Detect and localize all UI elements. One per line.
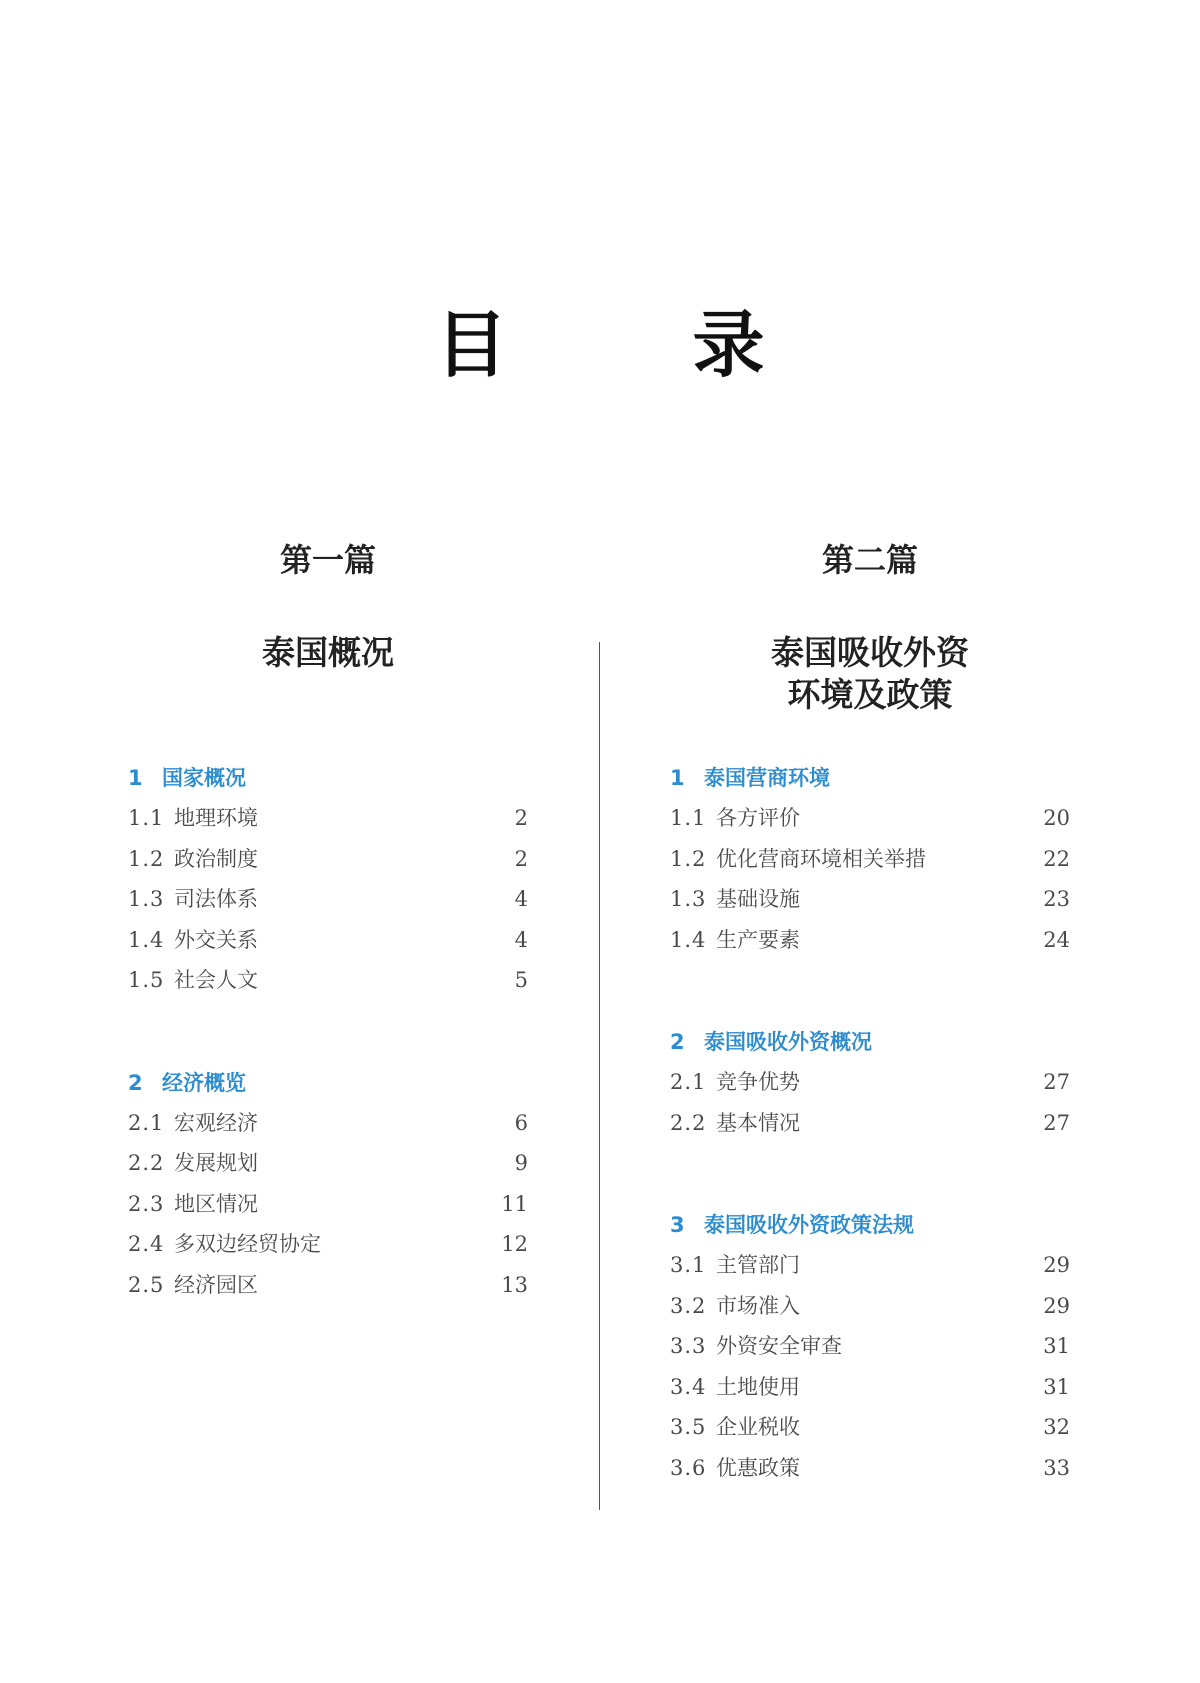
entry-page-number: 13 [501,1272,528,1297]
entry-title: 司法体系 [174,887,258,911]
toc-entry[interactable] [670,1245,1070,1286]
entry-title: 经济园区 [174,1272,258,1297]
toc-entry[interactable] [670,879,1070,920]
section-heading[interactable] [128,758,528,798]
entry-title: 基础设施 [716,887,800,911]
entry-number: 1.4 [128,927,165,952]
entry-label [128,920,258,961]
entry-title: 地理环境 [174,806,258,830]
toc-entry[interactable] [128,960,528,1001]
entry-label [128,798,258,839]
section-title: 泰国营商环境 [704,766,830,790]
entry-page-number: 33 [1043,1455,1070,1480]
entry-label [670,1245,800,1286]
entry-number: 1.3 [128,887,165,911]
entry-number: 2.1 [128,1110,165,1135]
entry-page-number: 31 [1043,1374,1070,1399]
entry-page-number: 20 [1043,806,1070,830]
entry-label [128,879,258,920]
toc-entry[interactable] [670,839,1070,880]
part-two-column [670,540,1070,1550]
entry-title: 基本情况 [716,1110,800,1135]
part-label: 第一篇 [279,541,376,579]
entry-number: 2.5 [128,1272,165,1297]
entry-label [128,839,258,880]
entry-page-number: 23 [1043,887,1070,911]
entry-page-number: 29 [1043,1253,1070,1277]
entry-title: 政治制度 [174,846,258,871]
section-heading[interactable] [670,758,1070,798]
entry-number: 2.1 [670,1070,707,1094]
entry-number: 1.2 [128,846,165,871]
entry-title: 多双边经贸协定 [174,1232,321,1256]
toc-entry[interactable] [670,1103,1070,1144]
entry-page-number: 11 [501,1191,528,1216]
entry-title: 外资安全审查 [716,1334,842,1358]
entry-page-number: 32 [1043,1415,1070,1439]
entry-number: 1.1 [670,806,707,830]
entry-page-number: 6 [514,1110,528,1135]
entry-page-number: 4 [514,887,528,911]
section-title: 国家概况 [162,766,246,790]
entry-label [670,879,800,920]
entry-label [128,1224,321,1265]
entry-number: 3.3 [670,1334,707,1358]
entry-label [128,1103,258,1144]
toc-entry[interactable] [670,1286,1070,1327]
section-title: 泰国吸收外资概况 [704,1030,872,1054]
toc-entry[interactable] [128,1224,528,1265]
section-number: 3 [670,1213,685,1237]
toc-entry[interactable] [128,1103,528,1144]
entry-number: 3.4 [670,1374,707,1399]
entry-label [670,1448,800,1489]
entry-title: 主管部门 [716,1253,800,1277]
toc-entry[interactable] [128,879,528,920]
entry-title: 各方评价 [716,806,800,830]
section-heading[interactable] [670,1022,1070,1062]
entry-page-number: 12 [501,1232,528,1256]
entry-label [128,1184,258,1225]
part-one-column [128,540,528,1367]
section-list [670,758,1070,1488]
entry-page-number: 29 [1043,1293,1070,1318]
entry-label [128,1265,258,1306]
toc-entry[interactable] [670,1448,1070,1489]
entry-number: 1.3 [670,887,707,911]
entry-label [670,1367,800,1408]
section-number: 1 [128,766,143,790]
toc-entry[interactable] [670,1407,1070,1448]
entry-page-number: 5 [514,968,528,992]
entry-number: 2.2 [128,1151,165,1175]
entry-title: 优化营商环境相关举措 [716,846,926,871]
toc-entry[interactable] [128,798,528,839]
entry-title: 企业税收 [716,1415,800,1439]
toc-entry[interactable] [670,1326,1070,1367]
toc-entry[interactable] [670,798,1070,839]
section-number: 2 [128,1070,143,1095]
section-heading[interactable] [128,1063,528,1103]
entry-label [670,839,926,880]
page-title: 目 录 [435,302,845,387]
toc-entry[interactable] [128,920,528,961]
entry-label [128,960,258,1001]
entry-label [670,1286,800,1327]
part-title-line: 环境及政策 [787,675,953,714]
entry-page-number: 24 [1043,927,1070,952]
entry-label [670,798,800,839]
entry-page-number: 4 [514,927,528,952]
entry-title: 市场准入 [716,1293,800,1318]
toc-entry[interactable] [670,920,1070,961]
toc-section [670,758,1070,960]
entry-number: 2.4 [128,1232,165,1256]
entry-page-number: 27 [1043,1110,1070,1135]
entry-number: 1.2 [670,846,707,871]
entry-label [670,920,800,961]
toc-section [128,758,528,1001]
toc-entry[interactable] [670,1062,1070,1103]
part-title: 泰国概况 [262,633,394,672]
entry-label [670,1062,800,1103]
entry-label [670,1103,800,1144]
column-divider [599,642,600,1510]
entry-title: 优惠政策 [716,1455,800,1480]
entry-page-number: 9 [514,1151,528,1175]
section-list [128,758,528,1305]
entry-title: 地区情况 [174,1191,258,1216]
section-title: 经济概览 [162,1070,246,1095]
entry-title: 竞争优势 [716,1070,800,1094]
section-number: 2 [670,1030,685,1054]
entry-number: 2.3 [128,1191,165,1216]
section-title: 泰国吸收外资政策法规 [704,1213,914,1237]
entry-number: 1.5 [128,968,165,992]
toc-entry[interactable] [128,1143,528,1184]
entry-title: 宏观经济 [174,1110,258,1135]
entry-title: 发展规划 [174,1151,258,1175]
toc-entry[interactable] [128,1184,528,1225]
entry-number: 3.6 [670,1455,707,1480]
part-title-line: 泰国吸收外资 [771,633,969,672]
entry-page-number: 31 [1043,1334,1070,1358]
entry-title: 生产要素 [716,927,800,952]
toc-section [670,1205,1070,1488]
entry-page-number: 2 [514,846,528,871]
entry-title: 外交关系 [174,927,258,952]
entry-number: 3.5 [670,1415,707,1439]
entry-label [670,1326,842,1367]
entry-number: 1.4 [670,927,707,952]
entry-page-number: 27 [1043,1070,1070,1094]
entry-title: 土地使用 [716,1374,800,1399]
toc-entry[interactable] [670,1367,1070,1408]
toc-section [670,1022,1070,1143]
section-heading[interactable] [670,1205,1070,1245]
toc-entry[interactable] [128,1265,528,1306]
part-label: 第二篇 [821,541,918,579]
toc-entry[interactable] [128,839,528,880]
entry-page-number: 2 [514,806,528,830]
entry-label [128,1143,258,1184]
toc-section [128,1063,528,1306]
entry-number: 3.1 [670,1253,707,1277]
section-number: 1 [670,766,685,790]
entry-number: 1.1 [128,806,165,830]
entry-title: 社会人文 [174,968,258,992]
entry-number: 2.2 [670,1110,707,1135]
entry-label [670,1407,800,1448]
entry-page-number: 22 [1043,846,1070,871]
entry-number: 3.2 [670,1293,707,1318]
part-title [670,632,1070,716]
